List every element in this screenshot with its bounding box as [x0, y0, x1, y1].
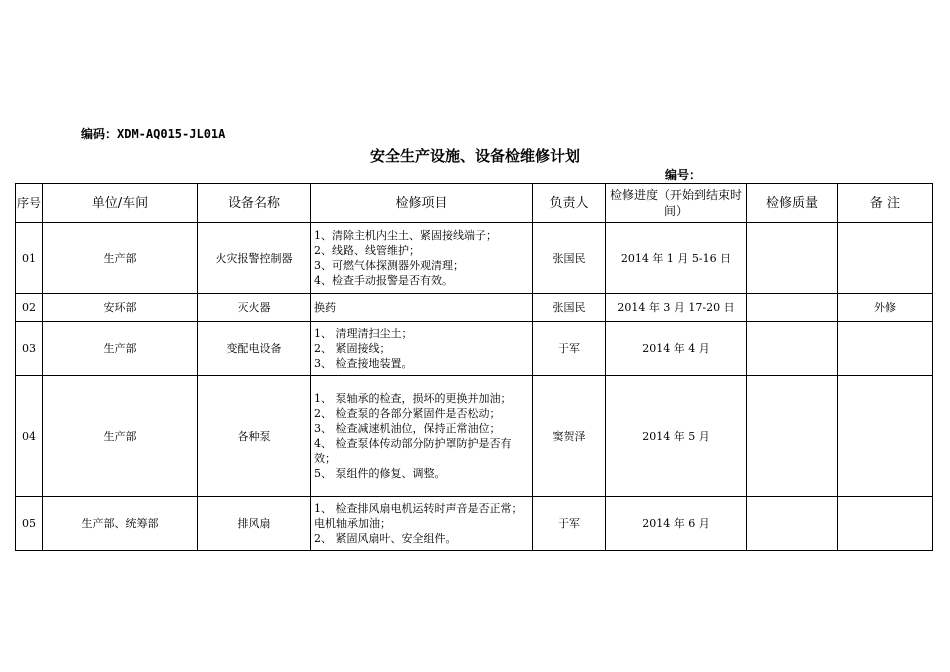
cell-items [311, 322, 533, 376]
cell-quality [747, 497, 838, 551]
maintenance-item: 2、 紧固接线； [314, 342, 391, 355]
table-row [16, 376, 933, 497]
cell-quality [747, 322, 838, 376]
cell-quality [747, 294, 838, 322]
cell-owner: 张国民 [533, 223, 606, 294]
document-code: 编码：XDM-AQ015-JL01A [81, 127, 226, 141]
number-label: 编号： [665, 168, 702, 182]
header-items: 检修项目 [311, 184, 533, 223]
maintenance-item: 3、可燃气体探测器外观清理； [314, 259, 464, 272]
cell-remark [838, 376, 933, 497]
table-row [16, 294, 933, 322]
maintenance-item: 换药 [314, 301, 336, 314]
maintenance-plan-table [15, 183, 933, 551]
header-quality: 检修质量 [747, 184, 838, 223]
table-row [16, 223, 933, 294]
cell-items [311, 376, 533, 497]
cell-unit: 生产部 [43, 376, 198, 497]
cell-items [311, 294, 533, 322]
maintenance-item: 1、 清理清扫尘土； [314, 327, 413, 340]
document-title: 安全生产设施、设备检维修计划 [369, 147, 580, 165]
cell-no: 05 [16, 497, 43, 551]
maintenance-item: 3、 检查减速机油位，保持正常油位； [314, 422, 501, 435]
maintenance-item: 1、 泵轴承的检查，损坏的更换并加油； [314, 392, 512, 405]
cell-remark [838, 497, 933, 551]
cell-no: 01 [16, 223, 43, 294]
cell-unit: 生产部 [43, 322, 198, 376]
cell-owner: 于军 [533, 322, 606, 376]
maintenance-item: 3、 检查接地装置。 [314, 357, 413, 370]
cell-owner: 窦贺泽 [533, 376, 606, 497]
cell-equipment: 火灾报警控制器 [198, 223, 311, 294]
maintenance-item: 1、 检查排风扇电机运转时声音是否正常；电机轴承加油； [314, 502, 523, 530]
maintenance-item: 2、 紧固风扇叶、安全组件。 [314, 532, 457, 545]
cell-progress: 2014 年 4 月 [606, 322, 747, 376]
header-seq: 序号 [16, 184, 43, 223]
cell-no: 03 [16, 322, 43, 376]
header-row [16, 184, 933, 223]
cell-items [311, 497, 533, 551]
cell-equipment: 各种泵 [198, 376, 311, 497]
maintenance-item: 2、线路、线管维护； [314, 244, 420, 257]
maintenance-item: 1、清除主机内尘土、紧固接线端子； [314, 229, 497, 242]
header-progress: 检修进度（开始到结束时间） [606, 184, 747, 223]
maintenance-item: 2、 检查泵的各部分紧固件是否松动； [314, 407, 501, 420]
header-remark: 备 注 [838, 184, 933, 223]
cell-quality [747, 376, 838, 497]
cell-unit: 安环部 [43, 294, 198, 322]
cell-progress: 2014 年 3 月 17-20 日 [606, 294, 747, 322]
maintenance-item: 4、检查手动报警是否有效。 [314, 274, 453, 287]
cell-remark [838, 223, 933, 294]
cell-equipment: 排风扇 [198, 497, 311, 551]
cell-no: 02 [16, 294, 43, 322]
cell-remark: 外修 [838, 294, 933, 322]
cell-unit: 生产部、统筹部 [43, 497, 198, 551]
table-row [16, 322, 933, 376]
header-equipment: 设备名称 [198, 184, 311, 223]
cell-equipment: 变配电设备 [198, 322, 311, 376]
cell-owner: 张国民 [533, 294, 606, 322]
cell-equipment: 灭火器 [198, 294, 311, 322]
cell-items [311, 223, 533, 294]
cell-no: 04 [16, 376, 43, 497]
cell-progress: 2014 年 1 月 5-16 日 [606, 223, 747, 294]
maintenance-item: 4、 检查泵体传动部分防护罩防护是否有效； [314, 437, 512, 465]
cell-unit: 生产部 [43, 223, 198, 294]
cell-remark [838, 322, 933, 376]
header-unit: 单位/车间 [43, 184, 198, 223]
table-row [16, 497, 933, 551]
cell-owner: 于军 [533, 497, 606, 551]
maintenance-item: 5、 泵组件的修复、调整。 [314, 467, 446, 480]
header-owner: 负责人 [533, 184, 606, 223]
cell-quality [747, 223, 838, 294]
cell-progress: 2014 年 6 月 [606, 497, 747, 551]
cell-progress: 2014 年 5 月 [606, 376, 747, 497]
